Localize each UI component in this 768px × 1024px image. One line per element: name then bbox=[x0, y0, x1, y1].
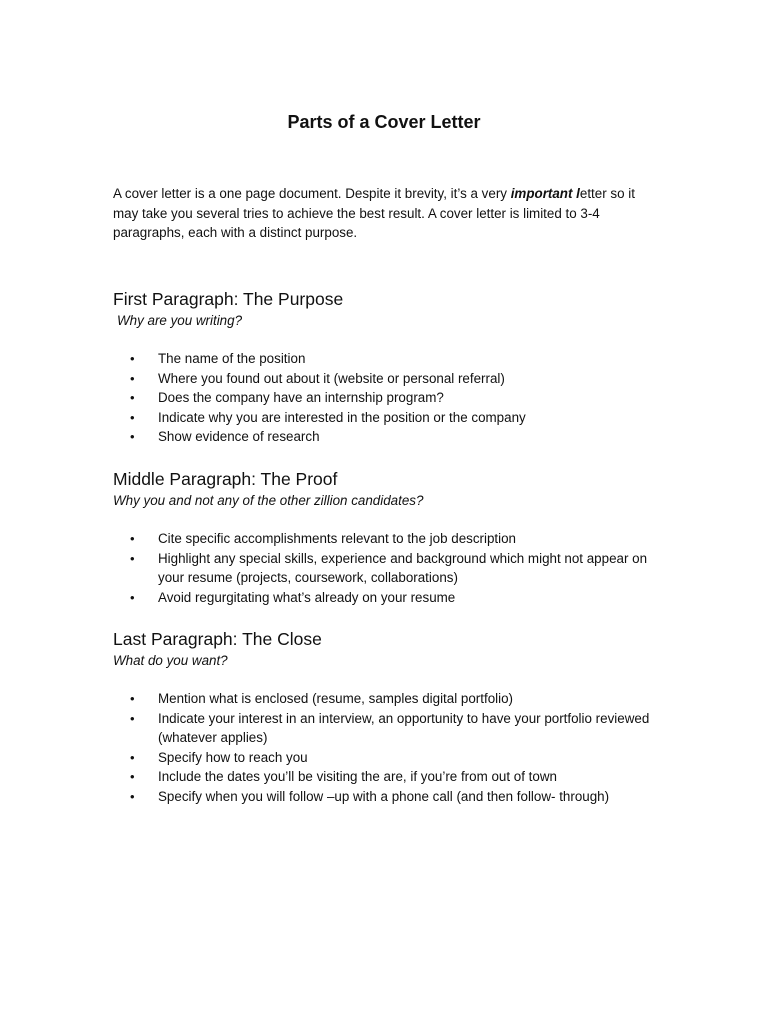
list-item-text: Show evidence of research bbox=[158, 429, 320, 445]
list-item bbox=[113, 349, 673, 369]
list-item-text: Cite specific accomplishments relevant to the job description bbox=[158, 531, 516, 546]
section-heading: Last Paragraph: The Close bbox=[113, 629, 322, 649]
list-item-text: Specify how to reach you bbox=[158, 749, 308, 765]
section-heading: Middle Paragraph: The Proof bbox=[113, 469, 338, 489]
section-subheading: What do you want? bbox=[113, 653, 228, 668]
list-item bbox=[113, 767, 673, 787]
bullet-icon: • bbox=[130, 409, 135, 425]
list-item-text: The name of the position bbox=[158, 351, 306, 366]
list-item-text: Highlight any special skills, experience and background which might not appear on your resume (projects, coursework, collaborations) bbox=[158, 550, 648, 586]
bullet-list bbox=[113, 529, 673, 607]
intro-paragraph bbox=[113, 184, 653, 243]
bullet-icon: • bbox=[130, 691, 135, 706]
bullet-icon: • bbox=[130, 370, 135, 386]
list-item bbox=[113, 549, 673, 588]
bullet-icon: • bbox=[130, 710, 135, 726]
list-item-text: Specify when you will follow –up with a phone call (and then follow- through) bbox=[158, 788, 610, 804]
bullet-list bbox=[113, 349, 673, 447]
list-item bbox=[113, 588, 673, 608]
section-first-paragraph bbox=[113, 287, 673, 447]
list-item-text: Mention what is enclosed (resume, samples digital portfolio) bbox=[158, 691, 514, 706]
bullet-icon: • bbox=[130, 589, 135, 605]
bullet-icon: • bbox=[130, 429, 135, 445]
document-title: Parts of a Cover Letter bbox=[287, 112, 481, 132]
bullet-list bbox=[113, 689, 673, 807]
list-item bbox=[113, 748, 673, 768]
intro-text-start: A cover letter is a one page document. Despite it brevity, it’s a very bbox=[113, 186, 511, 201]
bullet-icon: • bbox=[130, 788, 135, 804]
list-item bbox=[113, 369, 673, 389]
list-item bbox=[113, 427, 673, 447]
section-subheading: Why are you writing? bbox=[117, 313, 243, 328]
bullet-icon: • bbox=[130, 351, 135, 366]
list-item bbox=[113, 689, 673, 709]
list-item-text: Include the dates you’ll be visiting the are, if you’re from out of town bbox=[158, 769, 557, 785]
section-last-paragraph bbox=[113, 627, 673, 807]
bullet-icon: • bbox=[130, 749, 135, 765]
section-subheading: Why you and not any of the other zillion candidates? bbox=[113, 493, 424, 508]
list-item bbox=[113, 709, 673, 748]
bullet-icon: • bbox=[130, 769, 135, 785]
section-heading: First Paragraph: The Purpose bbox=[113, 289, 344, 309]
list-item-text: Avoid regurgitating what’s already on your resume bbox=[158, 589, 456, 605]
bullet-icon: • bbox=[130, 550, 135, 566]
intro-text-end: etter so it may take you several tries to achieve the best result. A cover letter is limited to 3-4 paragraphs, each with a distinct purpose. bbox=[113, 186, 635, 241]
list-item bbox=[113, 787, 673, 807]
list-item bbox=[113, 408, 673, 428]
intro-emphasis: important l bbox=[510, 186, 580, 201]
bullet-icon: • bbox=[130, 531, 135, 546]
section-middle-paragraph bbox=[113, 467, 673, 607]
list-item-text: Does the company have an internship program? bbox=[158, 390, 444, 406]
bullet-icon: • bbox=[130, 390, 135, 406]
list-item bbox=[113, 529, 673, 549]
list-item bbox=[113, 388, 673, 408]
list-item-text: Indicate your interest in an interview, an opportunity to have your portfolio reviewed (whatever applies) bbox=[158, 710, 650, 746]
list-item-text: Where you found out about it (website or personal referral) bbox=[158, 370, 505, 386]
list-item-text: Indicate why you are interested in the position or the company bbox=[158, 409, 526, 425]
